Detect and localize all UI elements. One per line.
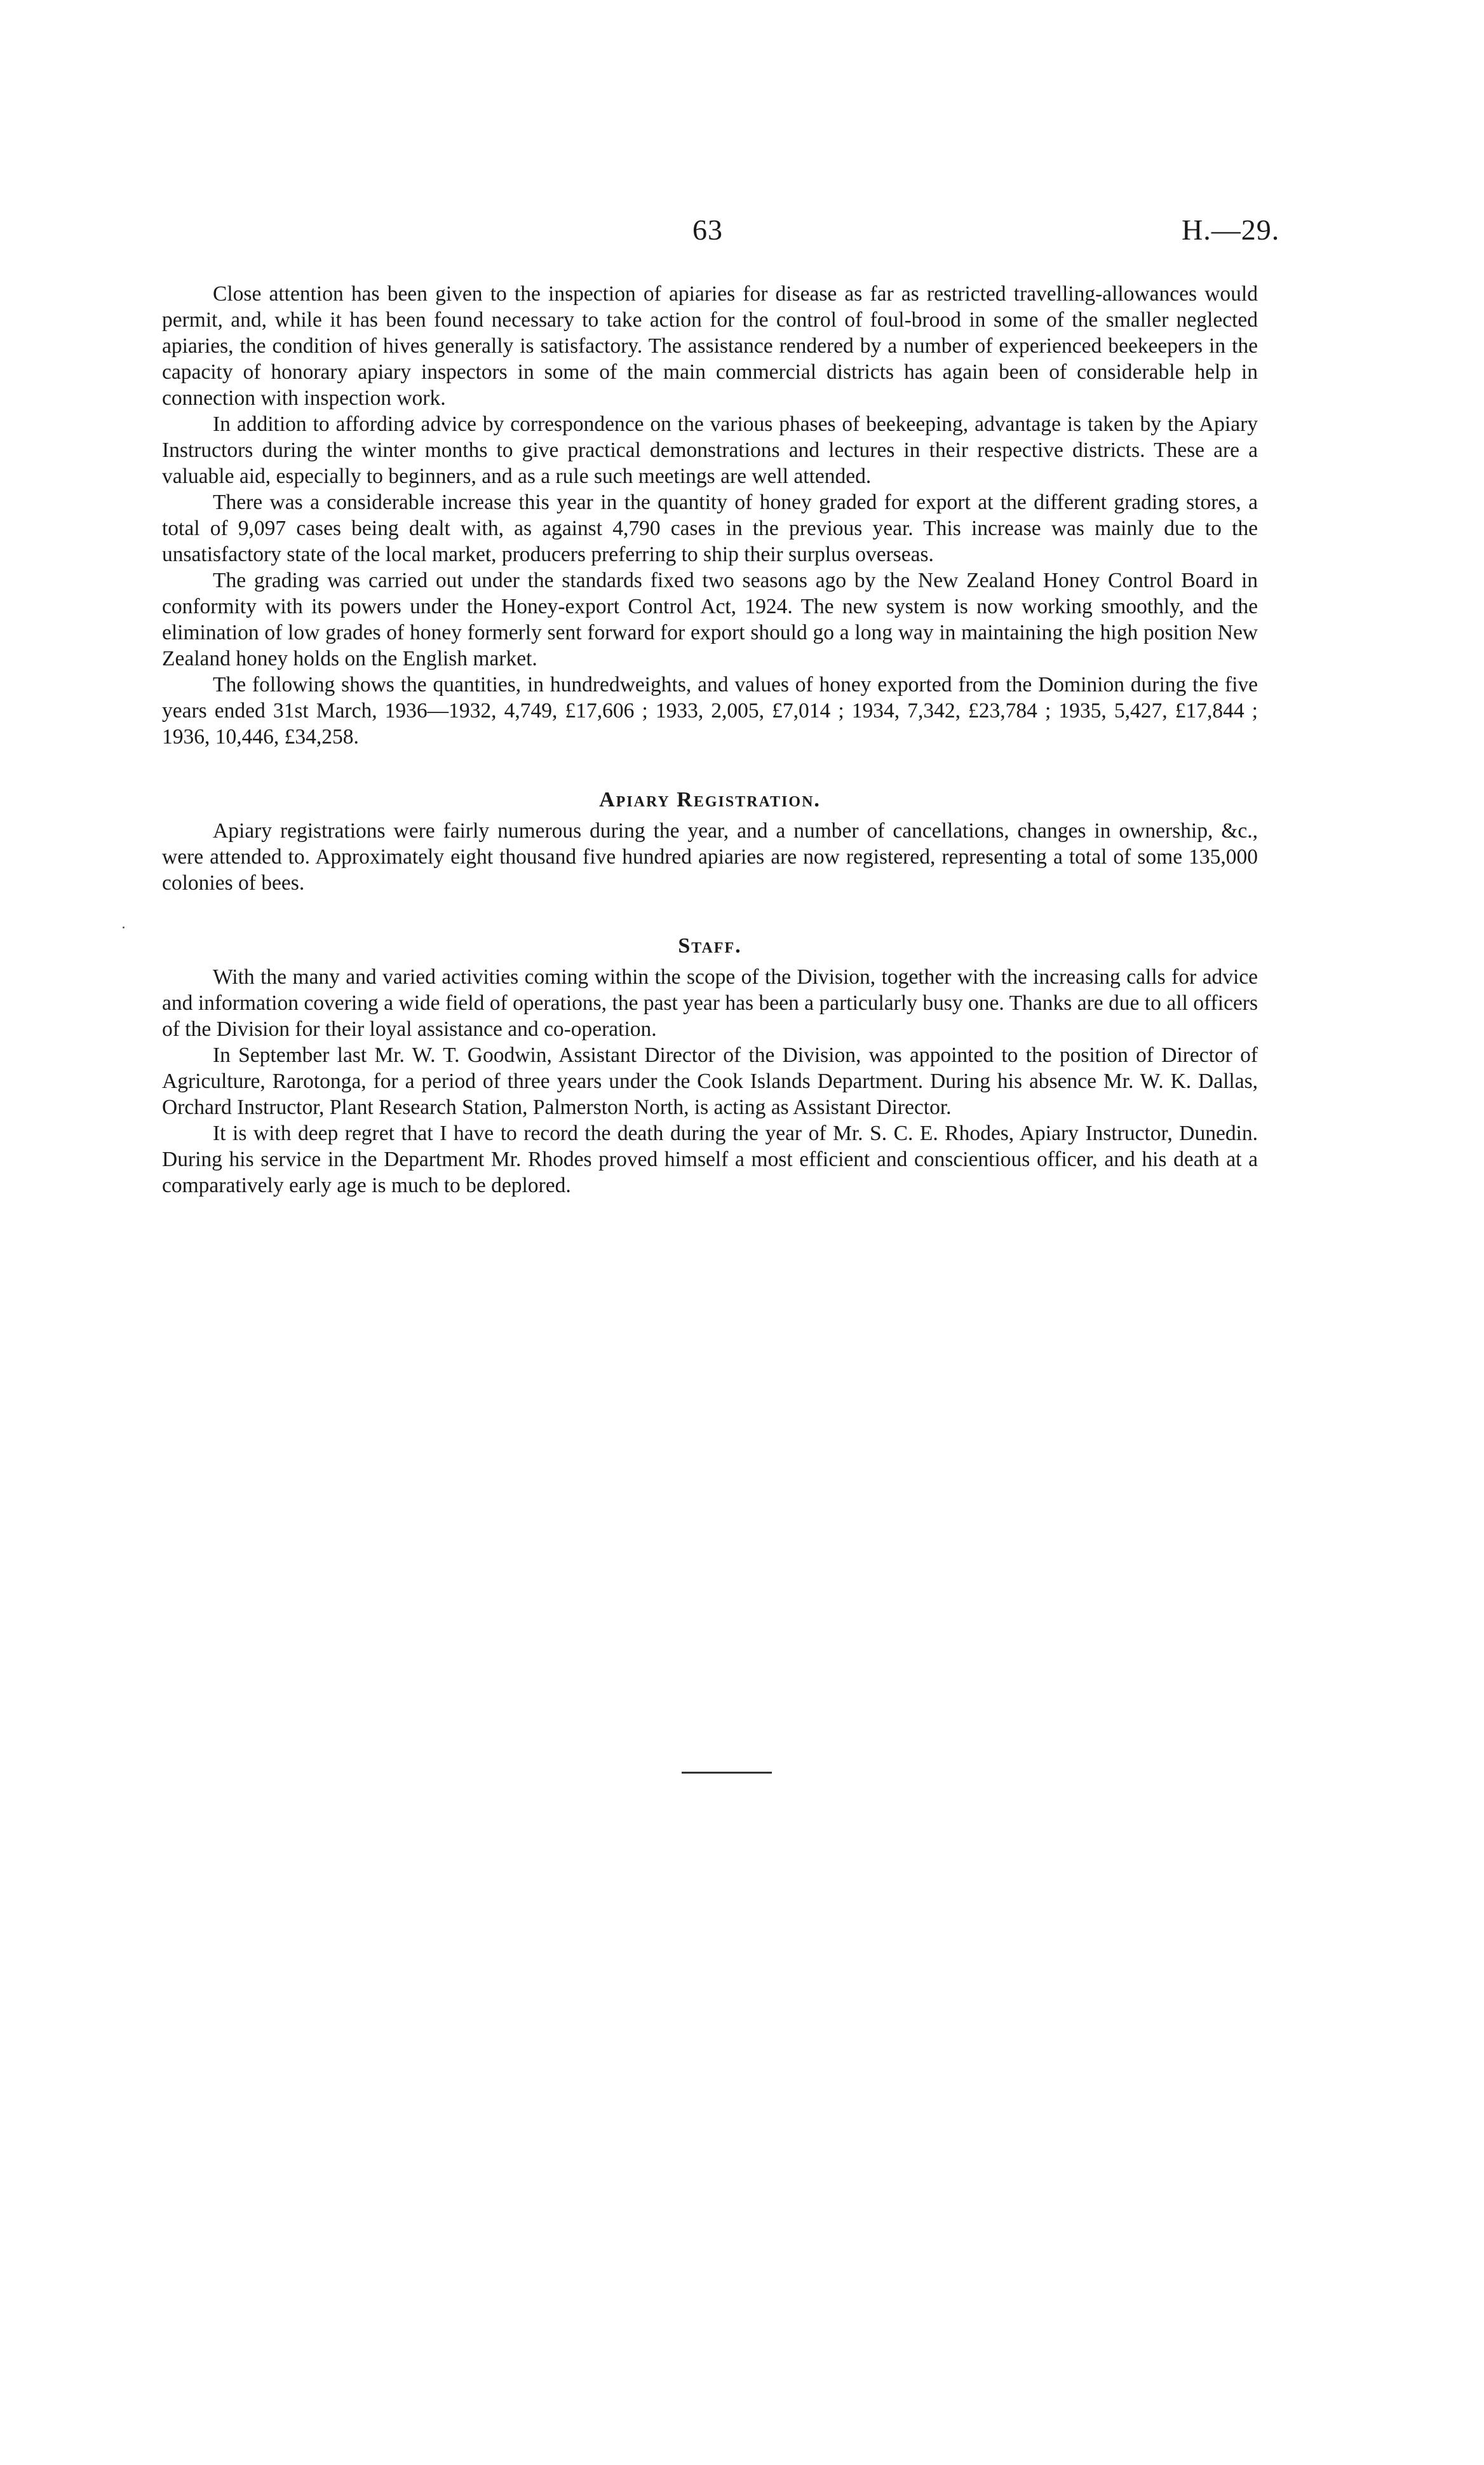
print-speck (123, 927, 125, 928)
paragraph-advice-demonstrations: In addition to affording advice by correspondence on the various phases of beekeeping, advantage is taken by the Apiary Instructors during the winter months to give practical demonstrations and lectures in their respective districts. These are a valuable aid, especially to beginners, and as a rule such meetings are well attended. (162, 412, 1258, 488)
section-heading-apiary-registration: Apiary Registration. (599, 788, 821, 811)
page-header (0, 213, 1484, 251)
paragraph-honey-grading-increase: There was a considerable increase this year in the quantity of honey graded for export at the different grading stores, a total of 9,097 cases being dealt with, as against 4,790 cases in the previous year. This increase was mainly due to the unsatisfactory state of the local market, producers preferring to ship their surplus overseas. (162, 491, 1258, 566)
page-number: 63 (692, 214, 723, 246)
paragraph-disease-inspection: Close attention has been given to the inspection of apiaries for disease as far as restricted travelling-allowances would permit, and, while it has been found necessary to take action for the control of foul-brood in some of the smaller neglected apiaries, the condition of hives generally is satisfactory. The assistance rendered by a number of experienced beekeepers in the capacity of honorary apiary inspectors in some of the main commercial districts has again been of considerable help in connection with inspection work. (162, 282, 1258, 410)
paragraph-apiary-registrations: Apiary registrations were fairly numerous during the year, and a number of cancellations, changes in ownership, &c., were attended to. Approximately eight thousand five hundred apiaries are now registered, representing a total of some 135,000 colonies of bees. (162, 819, 1258, 895)
closing-rule (682, 1772, 772, 1774)
document-body (162, 281, 1258, 1199)
section-heading-staff: Staff. (678, 934, 742, 958)
paragraph-grading-standards: The grading was carried out under the standards fixed two seasons ago by the New Zealand Honey Control Board in conformity with its powers under the Honey-export Control Act, 1924. The new system is now working smoothly, and the elimination of low grades of honey formerly sent forward for export should go a long way in maintaining the high position New Zealand honey holds on the English market. (162, 569, 1258, 670)
document-reference: H.—29. (1182, 214, 1280, 246)
paragraph-staff-thanks: With the many and varied activities coming within the scope of the Division, together with the increasing calls for advice and information covering a wide field of operations, the past year has been a particularly busy one. Thanks are due to all officers of the Division for their loyal assistance and co-operation. (162, 965, 1258, 1041)
paragraph-staff-obituary: It is with deep regret that I have to record the death during the year of Mr. S. C. E. Rhodes, Apiary Instructor, Dunedin. During his service in the Department Mr. Rhodes proved himself a most efficient and conscientious officer, and his death at a comparatively early age is much to be deplored. (162, 1122, 1258, 1197)
paragraph-honey-exports: The following shows the quantities, in hundredweights, and values of honey exported from the Dominion during the five years ended 31st March, 1936—1932, 4,749, £17,606 ; 1933, 2,005, £7,014 ; 1934, 7,342, £23,784 ; 1935, 5,427, £17,844 ; 1936, 10,446, £34,258. (162, 673, 1258, 749)
paragraph-staff-appointment: In September last Mr. W. T. Goodwin, Assistant Director of the Division, was appointed to the position of Director of Agriculture, Rarotonga, for a period of three years under the Cook Islands Department. During his absence Mr. W. K. Dallas, Orchard Instructor, Plant Research Station, Palmerston North, is acting as Assistant Director. (162, 1043, 1258, 1119)
